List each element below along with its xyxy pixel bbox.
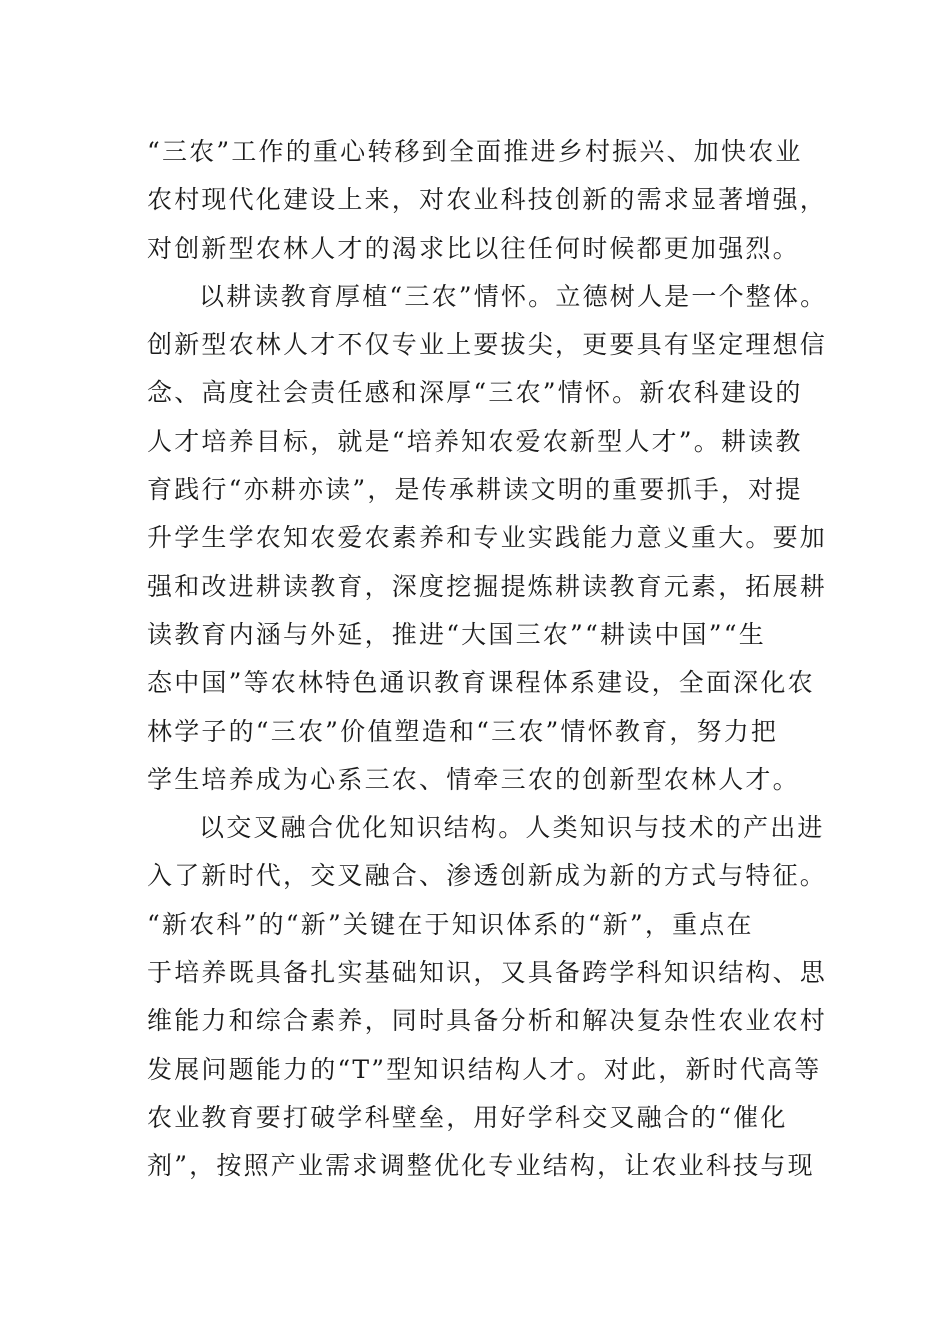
paragraph-heading-line: 以交叉融合优化知识结构。人类知识与技术的产出进 (199, 813, 825, 843)
text-line: 于培养既具备扎实基础知识，又具备跨学科知识结构、思 (147, 958, 828, 988)
document-body (147, 128, 828, 1191)
text-line: 态中国”等农林特色通识教育课程体系建设，全面深化农 (147, 668, 815, 698)
text-line: 人才培养目标，就是“培养知农爱农新型人才”。耕读教 (147, 426, 803, 456)
text-line: 维能力和综合素养，同时具备分析和解决复杂性农业农村 (147, 1006, 828, 1036)
text-line: “新农科”的“新”关键在于知识体系的“新”，重点在 (147, 909, 754, 939)
text-line: 林学子的“三农”价值塑造和“三农”情怀教育，努力把 (147, 716, 779, 746)
text-line: 育践行“亦耕亦读”，是传承耕读文明的重要抓手，对提 (147, 475, 803, 505)
text-line: 读教育内涵与外延，推进“大国三农”“耕读中国”“生 (147, 619, 766, 649)
text-line: 强和改进耕读教育，深度挖掘提炼耕读教育元素，拓展耕 (147, 571, 828, 601)
text-line: 学生培养成为心系三农、情牵三农的创新型农林人才。 (147, 764, 800, 794)
paragraph-heading-line: 以耕读教育厚植“三农”情怀。立德树人是一个整体。 (199, 281, 828, 311)
text-line: “三农”工作的重心转移到全面推进乡村振兴、加快农业 (147, 137, 803, 166)
text-line: 入了新时代，交叉融合、渗透创新成为新的方式与特征。 (147, 861, 828, 891)
text-line: 农村现代化建设上来，对农业科技创新的需求显著增强， (147, 185, 828, 215)
text-line: 对创新型农林人才的渴求比以往任何时候都更加强烈。 (147, 233, 800, 263)
text-line: 念、高度社会责任感和深厚“三农”情怀。新农科建设的 (147, 378, 803, 408)
text-line: 升学生学农知农爱农素养和专业实践能力意义重大。要加 (147, 523, 828, 553)
text-line: 剂”，按照产业需求调整优化专业结构，让农业科技与现 (147, 1151, 815, 1181)
text-line: 农业教育要打破学科壁垒，用好学科交叉融合的“催化 (147, 1102, 788, 1132)
text-line: 发展问题能力的“T”型知识结构人才。对此，新时代高等 (147, 1054, 822, 1084)
text-line: 创新型农林人才不仅专业上要拔尖，更要具有坚定理想信 (147, 330, 828, 360)
